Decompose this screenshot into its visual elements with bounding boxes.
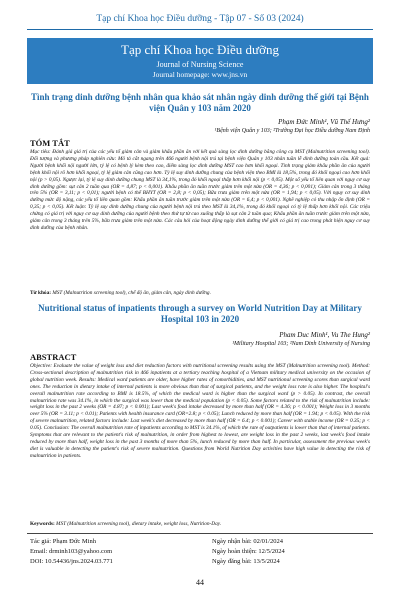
- vn-article-title: Tình trạng dinh dưỡng bệnh nhân qua khảo sát nhân ngày dinh dưỡng thế giới tại Bệnh viện Quân y 103 năm 2020: [31, 92, 369, 113]
- en-keywords-label: Keywords:: [30, 521, 55, 527]
- en-keywords: [30, 521, 370, 528]
- banner-homepage: Journal homepage: www.jns.vn: [152, 70, 248, 79]
- en-keywords-text: MST (Malnutrition screening tool), dietary intake, weight loss, Nutrition-Day.: [56, 521, 222, 527]
- vn-abstract-heading: TÓM TẮT: [30, 138, 70, 148]
- footer-reviewed: Ngày hoàn thiện: 12/5/2024: [212, 548, 285, 555]
- footer-received: Ngày nhận bài: 02/01/2024: [212, 538, 283, 545]
- banner-title-en: Journal of Nursing Science: [156, 60, 244, 69]
- footer-correspondence: [30, 537, 113, 567]
- footer-rule: [27, 533, 373, 534]
- en-abstract-heading: ABSTRACT: [30, 352, 77, 362]
- footer-dates: [212, 537, 285, 567]
- vn-keywords-label: Từ khóa:: [30, 290, 51, 296]
- en-article-title: Nutritional status of inpatients through a survey on World Nutrition Day at Military Hospital 103 in 2020: [38, 303, 362, 324]
- running-head-rule: [27, 29, 373, 30]
- en-authors: Pham Duc Minh¹, Vu The Hung²: [279, 331, 370, 339]
- footer-email[interactable]: Email: drminh103@yahoo.com: [30, 548, 113, 555]
- vn-keywords: [30, 290, 370, 297]
- en-abstract-text: Objective: Evaluate the value of weight loss and diet reduction factors with nutritional screening results using the MST (Malnutrition screening tool). Method: Cross-sectional description of malnutrition risk in 466 inpatients at a tertiary teaching hospital of a Vietnam military medical university on the occasion of global nutrition week. Results: Medical ward patients are older, have higher rates of comorbidities, and MST nutritional screening scores than surgical ward ones. The reduction in dietary intake of internal patients is more obvious than that of surgical patients, and the weight loss rate is also higher. The hospital's overall malnutrition rate according to BMI is 18.5%, of which the medical ward is higher than the surgical ward (p > 0.05). In contrast, the overall malnutrition rate was 34.1%, in which the surgical was lower than the medical population (p < 0.05). Some factors related to the risk of malnutrition include: weight loss in the past 2 weeks (OR = 4.87; p < 0.001); Last week's food intake decreased by more than half (OR = 4.36; p < 0.001); Weight loss in 3 months over 5% (OR = 3.11; p < 0.01); Patients with health insurance card (OR=2.8; p < 0.05); Lunch reduced by more than half (OR = 1.94; p < 0.05). With the risk of severe malnutrition, related factors include: Last week's diet decreased by more than half (OR = 6.4; p < 0.001); Career with stable income (OR = 0.35; p < 0.05). Conclusion: The overall malnutrition rate of inpatients according to MST is 34.1%, of which the rate of outpatients is lower than that of internal patients. Symptoms that are relevant to the patient's risk of malnutrition, in order from highest to lowest, are weight loss in the past 2 weeks, last week's food intake reduced by more than half, weight loss in the past 3 months of more than 5%, lunch reduced by more than half. In particular, assessment the previous week's diet is valuable in detecting the patient's risk of severe malnutrition. Questions from World Nutrition Day activities have high value in detecting the risk of malnutrition in patients.: [30, 363, 370, 459]
- page-number: 44: [196, 578, 204, 587]
- vn-authors: Phạm Đức Minh¹, Vũ Thế Hưng²: [278, 118, 370, 126]
- footer-author: Tác giả: Phạm Đức Minh: [30, 538, 96, 545]
- vn-affiliation: ¹Bệnh viện Quân y 103; ²Trường Đại học Điều dưỡng Nam Định: [214, 128, 370, 134]
- banner-title-vn: Tạp chí Khoa học Điều dưỡng: [121, 42, 279, 57]
- footer-published: Ngày đăng bài: 13/5/2024: [212, 558, 280, 565]
- running-head: Tạp chí Khoa học Điều dưỡng - Tập 07 - Số 03 (2024): [96, 14, 304, 24]
- journal-banner: [27, 38, 373, 84]
- vn-abstract-text: Mục tiêu: Đánh giá giá trị của các yếu tố giảm cân và giảm khẩu phần ăn với kết quả sàng lọc dinh dưỡng bằng công cụ MST (Malnutrition screening tool). Đối tượng và phương pháp nghiên cứu: Mô tả cắt ngang trên 466 người bệnh nội trú tại bệnh viện Quân y 103 nhân tuần lễ dinh dưỡng toàn cầu. Kết quả: Người bệnh khối nội người lớn, tỷ lệ có bệnh lý kèm theo cao, điểm sàng lọc dinh dưỡng MST cao hơn khối ngoại. Tình trạng giảm khẩu phần ăn của người bệnh khối nội rõ hơn khối ngoại, tỷ lệ giảm cân cũng cao hơn. Tỷ lệ suy dinh dưỡng chung của bệnh viện theo BMI là 18,5%, trong đó khối ngoại cao hơn khối nội (p > 0,05). Ngược lại, tỷ lệ suy dinh dưỡng chung MST là 34,1%, trong đó khối ngoại thấp hơn khối nội (p < 0,05). Một số yếu tố liên quan với nguy cơ suy dinh dưỡng gồm: sụt cân 2 tuần qua (OR = 4,87; p < 0,001). Khẩu phần ăn tuần trước giảm trên một nửa (OR = 4,36; p < 0,001); Giảm cân trong 3 tháng trên 5% (OR = 3,11; p < 0,01); người bệnh có thể BHYT (OR = 2,8; p < 0,05); Bữa trưa giảm trên một nửa (OR = 1,94; p < 0,05). Với nguy cơ suy dinh dưỡng mức độ nặng, các yếu tố liên quan gồm: Khẩu phần ăn tuần trước giảm trên một nửa (OR = 6,4; p < 0,001). Nghề nghiệp có thu nhập ổn định (OR = 0,35; p < 0,05). Kết luận: Tỷ lệ suy dinh dưỡng chung của người bệnh nội trú theo MST là 34,1%, trong đó khối ngoại có tỷ lệ thấp hơn khối nội. Các triệu chứng có giá trị với nguy cơ suy dinh dưỡng của người bệnh theo thứ tự từ cao xuống thấp là sụt cân 2 tuần qua; Khẩu phần ăn tuần trước giảm trên một nửa, giảm cân trong 3 tháng trên 5%, bữa trưa giảm trên một nửa. Các câu hỏi của hoạt động ngày dinh dưỡng thế giới có giá trị cao trong phát hiện nguy cơ suy dinh dưỡng của bệnh nhân.: [30, 149, 370, 231]
- vn-keywords-text: MST (Malnutrition screening tool), chế độ ăn, giảm cân, ngày dinh dưỡng.: [52, 290, 211, 296]
- en-affiliation: ¹Military Hospital 103; ²Nam Dinh University of Nursing: [232, 341, 370, 347]
- footer-doi[interactable]: DOI: 10.54436/jns.2024.03.771: [30, 558, 113, 565]
